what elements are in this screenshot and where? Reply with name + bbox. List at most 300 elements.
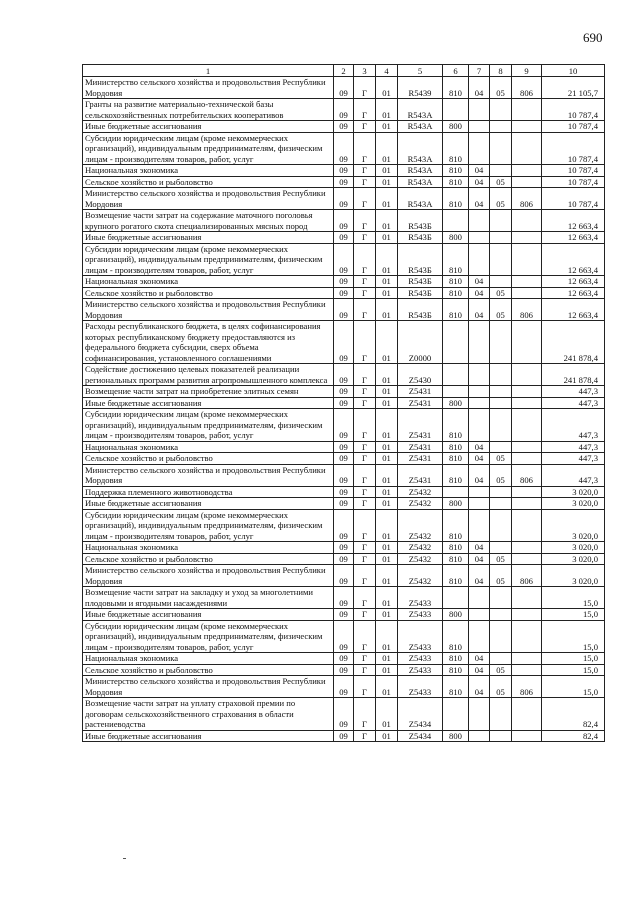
amount-cell: 3 020,0 <box>542 542 605 554</box>
amount-cell: 3 020,0 <box>542 498 605 510</box>
expense-type-cell: 810 <box>443 299 469 321</box>
program-code-cell: Г <box>354 653 376 665</box>
expense-type-cell: 810 <box>443 676 469 698</box>
section-code-cell: 09 <box>334 409 354 442</box>
item-name-cell: Иные бюджетные ассигнования <box>83 609 334 621</box>
subprogram-code-cell: 01 <box>376 498 398 510</box>
table-body <box>83 77 605 742</box>
column-header: 3 <box>354 65 376 77</box>
amount-cell: 10 787,4 <box>542 99 605 121</box>
section-code-cell: 09 <box>334 676 354 698</box>
expense-type-cell <box>443 698 469 731</box>
column-header: 4 <box>376 65 398 77</box>
admin-code-cell <box>512 509 542 542</box>
subsection-cell: 05 <box>490 453 512 465</box>
scan-mark <box>123 858 126 859</box>
column-header: 5 <box>398 65 443 77</box>
item-name-cell: Иные бюджетные ассигнования <box>83 232 334 244</box>
expense-type-cell: 810 <box>443 509 469 542</box>
item-name-cell: Иные бюджетные ассигнования <box>83 397 334 409</box>
admin-code-cell <box>512 321 542 364</box>
section-cell: 04 <box>469 188 490 210</box>
section-code-cell: 09 <box>334 664 354 676</box>
expense-type-cell: 800 <box>443 121 469 133</box>
program-code-cell: Г <box>354 676 376 698</box>
program-code-cell: Г <box>354 609 376 621</box>
program-code-cell: Г <box>354 730 376 742</box>
table-row <box>83 132 605 165</box>
item-name-cell: Сельское хозяйство и рыболовство <box>83 287 334 299</box>
column-header: 9 <box>512 65 542 77</box>
item-name-cell: Субсидии юридическим лицам (кроме некоммерческих организаций), индивидуальным предпринимателям, физическим лицам - производителям товаров, работ, услуг <box>83 409 334 442</box>
section-code-cell: 09 <box>334 386 354 398</box>
program-code-cell: Г <box>354 176 376 188</box>
subprogram-code-cell: 01 <box>376 553 398 565</box>
table-row <box>83 121 605 133</box>
expense-type-cell <box>443 486 469 498</box>
expense-type-cell: 810 <box>443 553 469 565</box>
admin-code-cell <box>512 620 542 653</box>
section-cell: 04 <box>469 464 490 486</box>
program-code-cell: Г <box>354 620 376 653</box>
admin-code-cell <box>512 609 542 621</box>
section-code-cell: 09 <box>334 498 354 510</box>
subprogram-code-cell: 01 <box>376 664 398 676</box>
table-row <box>83 676 605 698</box>
section-code-cell: 09 <box>334 276 354 288</box>
section-cell <box>469 232 490 244</box>
budget-table <box>82 64 605 742</box>
item-name-cell: Субсидии юридическим лицам (кроме некоммерческих организаций), индивидуальным предпринимателям, физическим лицам - производителям товаров, работ, услуг <box>83 243 334 276</box>
section-code-cell: 09 <box>334 609 354 621</box>
section-cell: 04 <box>469 176 490 188</box>
program-code-cell: Г <box>354 132 376 165</box>
subsection-cell <box>490 509 512 542</box>
subsection-cell <box>490 486 512 498</box>
section-code-cell: 09 <box>334 565 354 587</box>
amount-cell: 12 663,4 <box>542 276 605 288</box>
target-article-cell: R543А <box>398 165 443 177</box>
table-row <box>83 321 605 364</box>
section-cell: 04 <box>469 553 490 565</box>
amount-cell: 12 663,4 <box>542 299 605 321</box>
target-article-cell: Z5432 <box>398 509 443 542</box>
target-article-cell: R5439 <box>398 77 443 99</box>
subprogram-code-cell: 01 <box>376 542 398 554</box>
section-cell: 04 <box>469 453 490 465</box>
item-name-cell: Возмещение части затрат на приобретение элитных семян <box>83 386 334 398</box>
amount-cell: 82,4 <box>542 698 605 731</box>
section-code-cell: 09 <box>334 620 354 653</box>
section-cell <box>469 609 490 621</box>
subprogram-code-cell: 01 <box>376 299 398 321</box>
subsection-cell <box>490 730 512 742</box>
amount-cell: 447,3 <box>542 386 605 398</box>
subsection-cell <box>490 276 512 288</box>
program-code-cell: Г <box>354 99 376 121</box>
section-code-cell: 09 <box>334 730 354 742</box>
program-code-cell: Г <box>354 321 376 364</box>
item-name-cell: Национальная экономика <box>83 542 334 554</box>
subsection-cell <box>490 121 512 133</box>
table-row <box>83 299 605 321</box>
section-code-cell: 09 <box>334 176 354 188</box>
program-code-cell: Г <box>354 498 376 510</box>
admin-code-cell <box>512 397 542 409</box>
subsection-cell <box>490 210 512 232</box>
target-article-cell: Z5432 <box>398 486 443 498</box>
amount-cell: 3 020,0 <box>542 509 605 542</box>
amount-cell: 15,0 <box>542 587 605 609</box>
expense-type-cell <box>443 210 469 232</box>
section-cell: 04 <box>469 565 490 587</box>
expense-type-cell: 810 <box>443 409 469 442</box>
expense-type-cell: 810 <box>443 287 469 299</box>
amount-cell: 447,3 <box>542 397 605 409</box>
target-article-cell: R543Б <box>398 287 443 299</box>
item-name-cell: Иные бюджетные ассигнования <box>83 121 334 133</box>
subprogram-code-cell: 01 <box>376 210 398 232</box>
subprogram-code-cell: 01 <box>376 730 398 742</box>
item-name-cell: Расходы республиканского бюджета, в целях софинансирования которых республиканскому бюджету предоставляются из федерального бюджета субсидии, сверх объема софинансирования, установленного соглашениями <box>83 321 334 364</box>
subsection-cell <box>490 542 512 554</box>
amount-cell: 3 020,0 <box>542 486 605 498</box>
subsection-cell <box>490 441 512 453</box>
expense-type-cell: 800 <box>443 609 469 621</box>
target-article-cell: Z5433 <box>398 609 443 621</box>
subsection-cell <box>490 653 512 665</box>
table-row <box>83 587 605 609</box>
admin-code-cell <box>512 453 542 465</box>
header-row <box>83 65 605 77</box>
expense-type-cell: 810 <box>443 165 469 177</box>
section-code-cell: 09 <box>334 165 354 177</box>
table-row <box>83 243 605 276</box>
subprogram-code-cell: 01 <box>376 243 398 276</box>
expense-type-cell <box>443 321 469 364</box>
target-article-cell: Z5431 <box>398 409 443 442</box>
table-row <box>83 287 605 299</box>
admin-code-cell <box>512 243 542 276</box>
expense-type-cell <box>443 587 469 609</box>
subsection-cell: 05 <box>490 676 512 698</box>
program-code-cell: Г <box>354 409 376 442</box>
section-cell <box>469 698 490 731</box>
program-code-cell: Г <box>354 386 376 398</box>
subprogram-code-cell: 01 <box>376 77 398 99</box>
item-name-cell: Субсидии юридическим лицам (кроме некоммерческих организаций), индивидуальным предпринимателям, физическим лицам - производителям товаров, работ, услуг <box>83 509 334 542</box>
subprogram-code-cell: 01 <box>376 509 398 542</box>
program-code-cell: Г <box>354 553 376 565</box>
subprogram-code-cell: 01 <box>376 609 398 621</box>
expense-type-cell: 810 <box>443 464 469 486</box>
expense-type-cell: 810 <box>443 132 469 165</box>
item-name-cell: Национальная экономика <box>83 165 334 177</box>
target-article-cell: R543Б <box>398 210 443 232</box>
section-cell <box>469 397 490 409</box>
subprogram-code-cell: 01 <box>376 653 398 665</box>
amount-cell: 3 020,0 <box>542 553 605 565</box>
table-row <box>83 730 605 742</box>
table-row <box>83 276 605 288</box>
admin-code-cell: 806 <box>512 77 542 99</box>
expense-type-cell: 810 <box>443 441 469 453</box>
admin-code-cell <box>512 498 542 510</box>
section-cell <box>469 321 490 364</box>
amount-cell: 3 020,0 <box>542 565 605 587</box>
amount-cell: 10 787,4 <box>542 132 605 165</box>
section-code-cell: 09 <box>334 698 354 731</box>
admin-code-cell <box>512 587 542 609</box>
expense-type-cell <box>443 386 469 398</box>
table-row <box>83 620 605 653</box>
target-article-cell: Z5433 <box>398 653 443 665</box>
section-cell: 04 <box>469 676 490 698</box>
admin-code-cell <box>512 542 542 554</box>
amount-cell: 15,0 <box>542 676 605 698</box>
section-cell <box>469 620 490 653</box>
table-row <box>83 653 605 665</box>
target-article-cell: Z5433 <box>398 620 443 653</box>
section-code-cell: 09 <box>334 509 354 542</box>
section-code-cell: 09 <box>334 243 354 276</box>
page-number: 690 <box>583 30 603 45</box>
amount-cell: 15,0 <box>542 609 605 621</box>
subprogram-code-cell: 01 <box>376 676 398 698</box>
section-code-cell: 09 <box>334 99 354 121</box>
item-name-cell: Министерство сельского хозяйства и продовольствия Республики Мордовия <box>83 188 334 210</box>
program-code-cell: Г <box>354 165 376 177</box>
target-article-cell: Z5433 <box>398 676 443 698</box>
item-name-cell: Сельское хозяйство и рыболовство <box>83 176 334 188</box>
table-row <box>83 232 605 244</box>
item-name-cell: Министерство сельского хозяйства и продовольствия Республики Мордовия <box>83 464 334 486</box>
section-cell <box>469 364 490 386</box>
table-row <box>83 553 605 565</box>
table-row <box>83 609 605 621</box>
program-code-cell: Г <box>354 509 376 542</box>
section-cell: 04 <box>469 653 490 665</box>
amount-cell: 15,0 <box>542 620 605 653</box>
item-name-cell: Субсидии юридическим лицам (кроме некоммерческих организаций), индивидуальным предпринимателям, физическим лицам - производителям товаров, работ, услуг <box>83 620 334 653</box>
subprogram-code-cell: 01 <box>376 132 398 165</box>
section-cell <box>469 587 490 609</box>
expense-type-cell: 810 <box>443 653 469 665</box>
section-cell: 04 <box>469 287 490 299</box>
admin-code-cell: 806 <box>512 299 542 321</box>
expense-type-cell: 800 <box>443 730 469 742</box>
amount-cell: 12 663,4 <box>542 243 605 276</box>
admin-code-cell <box>512 486 542 498</box>
subprogram-code-cell: 01 <box>376 397 398 409</box>
program-code-cell: Г <box>354 276 376 288</box>
program-code-cell: Г <box>354 664 376 676</box>
subsection-cell: 05 <box>490 565 512 587</box>
admin-code-cell <box>512 664 542 676</box>
program-code-cell: Г <box>354 364 376 386</box>
table-row <box>83 364 605 386</box>
program-code-cell: Г <box>354 397 376 409</box>
program-code-cell: Г <box>354 121 376 133</box>
subsection-cell: 05 <box>490 553 512 565</box>
item-name-cell: Сельское хозяйство и рыболовство <box>83 553 334 565</box>
section-code-cell: 09 <box>334 464 354 486</box>
section-code-cell: 09 <box>334 77 354 99</box>
expense-type-cell: 800 <box>443 498 469 510</box>
subprogram-code-cell: 01 <box>376 232 398 244</box>
subsection-cell <box>490 364 512 386</box>
subprogram-code-cell: 01 <box>376 453 398 465</box>
admin-code-cell: 806 <box>512 676 542 698</box>
expense-type-cell <box>443 364 469 386</box>
subprogram-code-cell: 01 <box>376 441 398 453</box>
section-cell <box>469 509 490 542</box>
section-code-cell: 09 <box>334 188 354 210</box>
target-article-cell: Z5431 <box>398 464 443 486</box>
expense-type-cell: 810 <box>443 565 469 587</box>
section-cell <box>469 409 490 442</box>
amount-cell: 82,4 <box>542 730 605 742</box>
target-article-cell: R543А <box>398 132 443 165</box>
section-code-cell: 09 <box>334 121 354 133</box>
admin-code-cell <box>512 653 542 665</box>
expense-type-cell: 810 <box>443 453 469 465</box>
item-name-cell: Субсидии юридическим лицам (кроме некоммерческих организаций), индивидуальным предпринимателям, физическим лицам - производителям товаров, работ, услуг <box>83 132 334 165</box>
table-row <box>83 386 605 398</box>
item-name-cell: Министерство сельского хозяйства и продовольствия Республики Мордовия <box>83 299 334 321</box>
item-name-cell: Национальная экономика <box>83 653 334 665</box>
item-name-cell: Национальная экономика <box>83 276 334 288</box>
section-code-cell: 09 <box>334 653 354 665</box>
item-name-cell: Национальная экономика <box>83 441 334 453</box>
section-cell <box>469 730 490 742</box>
amount-cell: 12 663,4 <box>542 232 605 244</box>
program-code-cell: Г <box>354 486 376 498</box>
subsection-cell <box>490 321 512 364</box>
section-code-cell: 09 <box>334 299 354 321</box>
table-row <box>83 464 605 486</box>
admin-code-cell <box>512 276 542 288</box>
subprogram-code-cell: 01 <box>376 165 398 177</box>
target-article-cell: Z0000 <box>398 321 443 364</box>
subprogram-code-cell: 01 <box>376 464 398 486</box>
expense-type-cell: 810 <box>443 243 469 276</box>
section-cell: 04 <box>469 299 490 321</box>
item-name-cell: Содействие достижению целевых показателей реализации региональных программ развития агропромышленного комплекса <box>83 364 334 386</box>
section-cell <box>469 210 490 232</box>
admin-code-cell <box>512 553 542 565</box>
item-name-cell: Возмещение части затрат на содержание маточного поголовья крупного рогатого скота специализированных мясных пород <box>83 210 334 232</box>
item-name-cell: Возмещение части затрат на уплату страховой премии по договорам сельскохозяйственного страхования в области растениеводства <box>83 698 334 731</box>
target-article-cell: Z5434 <box>398 698 443 731</box>
program-code-cell: Г <box>354 587 376 609</box>
target-article-cell: Z5433 <box>398 587 443 609</box>
section-cell: 04 <box>469 441 490 453</box>
item-name-cell: Иные бюджетные ассигнования <box>83 730 334 742</box>
section-code-cell: 09 <box>334 321 354 364</box>
column-header: 10 <box>542 65 605 77</box>
table-row <box>83 498 605 510</box>
amount-cell: 447,3 <box>542 453 605 465</box>
section-code-cell: 09 <box>334 132 354 165</box>
target-article-cell: Z5432 <box>398 565 443 587</box>
target-article-cell: Z5431 <box>398 453 443 465</box>
table-row <box>83 441 605 453</box>
subsection-cell <box>490 587 512 609</box>
target-article-cell: R543А <box>398 99 443 121</box>
section-cell: 04 <box>469 664 490 676</box>
amount-cell: 10 787,4 <box>542 165 605 177</box>
target-article-cell: Z5431 <box>398 386 443 398</box>
item-name-cell: Иные бюджетные ассигнования <box>83 498 334 510</box>
target-article-cell: Z5432 <box>398 553 443 565</box>
subprogram-code-cell: 01 <box>376 698 398 731</box>
table-row <box>83 397 605 409</box>
subprogram-code-cell: 01 <box>376 565 398 587</box>
admin-code-cell <box>512 698 542 731</box>
admin-code-cell <box>512 730 542 742</box>
table-row <box>83 188 605 210</box>
admin-code-cell: 806 <box>512 188 542 210</box>
target-article-cell: Z5434 <box>398 730 443 742</box>
subsection-cell: 05 <box>490 464 512 486</box>
item-name-cell: Министерство сельского хозяйства и продовольствия Республики Мордовия <box>83 77 334 99</box>
table-row <box>83 486 605 498</box>
subsection-cell: 05 <box>490 664 512 676</box>
amount-cell: 15,0 <box>542 664 605 676</box>
target-article-cell: R543А <box>398 121 443 133</box>
section-cell <box>469 486 490 498</box>
target-article-cell: Z5431 <box>398 397 443 409</box>
admin-code-cell <box>512 176 542 188</box>
admin-code-cell <box>512 386 542 398</box>
subsection-cell <box>490 698 512 731</box>
target-article-cell: R543А <box>398 176 443 188</box>
section-code-cell: 09 <box>334 397 354 409</box>
subsection-cell: 05 <box>490 176 512 188</box>
amount-cell: 21 105,7 <box>542 77 605 99</box>
subprogram-code-cell: 01 <box>376 188 398 210</box>
expense-type-cell: 810 <box>443 176 469 188</box>
expense-type-cell: 810 <box>443 276 469 288</box>
admin-code-cell: 806 <box>512 565 542 587</box>
table-row <box>83 542 605 554</box>
section-cell <box>469 132 490 165</box>
program-code-cell: Г <box>354 243 376 276</box>
subsection-cell <box>490 99 512 121</box>
program-code-cell: Г <box>354 441 376 453</box>
subsection-cell <box>490 609 512 621</box>
subsection-cell: 05 <box>490 188 512 210</box>
target-article-cell: Z5432 <box>398 498 443 510</box>
amount-cell: 12 663,4 <box>542 210 605 232</box>
program-code-cell: Г <box>354 188 376 210</box>
section-cell: 04 <box>469 276 490 288</box>
subprogram-code-cell: 01 <box>376 276 398 288</box>
admin-code-cell <box>512 132 542 165</box>
section-cell: 04 <box>469 77 490 99</box>
target-article-cell: Z5430 <box>398 364 443 386</box>
section-cell: 04 <box>469 165 490 177</box>
admin-code-cell <box>512 287 542 299</box>
expense-type-cell: 810 <box>443 664 469 676</box>
section-code-cell: 09 <box>334 453 354 465</box>
section-cell <box>469 498 490 510</box>
item-name-cell: Сельское хозяйство и рыболовство <box>83 664 334 676</box>
subprogram-code-cell: 01 <box>376 99 398 121</box>
expense-type-cell: 810 <box>443 542 469 554</box>
subsection-cell <box>490 232 512 244</box>
